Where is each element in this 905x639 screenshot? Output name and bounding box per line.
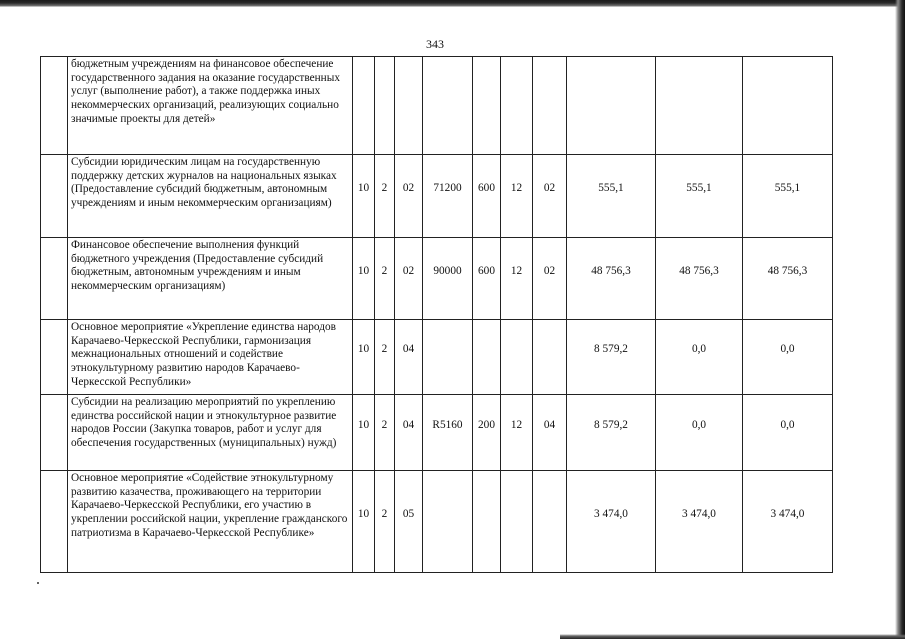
scan-speck [37, 582, 39, 584]
section-cell: 10 [353, 471, 375, 573]
program-cell [395, 57, 423, 155]
group-cell [501, 471, 533, 573]
table-row [41, 57, 833, 155]
row-marker-cell [41, 238, 68, 320]
subsection-cell: 2 [375, 395, 395, 471]
subgroup-cell [533, 471, 567, 573]
expense-type-cell [473, 320, 501, 395]
amount-3-cell: 0,0 [743, 320, 833, 395]
group-cell [501, 57, 533, 155]
subgroup-cell: 02 [533, 238, 567, 320]
amount-2-cell: 48 756,3 [656, 238, 743, 320]
amount-3-cell: 555,1 [743, 155, 833, 238]
amount-3-cell: 48 756,3 [743, 238, 833, 320]
amount-1-cell: 48 756,3 [567, 238, 656, 320]
amount-1-cell: 3 474,0 [567, 471, 656, 573]
description-cell: Субсидии юридическим лицам на государственную поддержку детских журналов на национальных языках (Предоставление субсидий бюджетным, автономным учреждениям и иным некоммерческим организациям) [68, 155, 353, 238]
direction-cell: 71200 [423, 155, 473, 238]
scan-edge-top [0, 0, 905, 7]
table-row [41, 320, 833, 395]
description-cell: бюджетным учреждениям на финансовое обеспечение государственного задания на оказание государственных услуг (выполнение работ), а также поддержка иных некоммерческих организаций, реализующих социально значимые проекты для детей» [68, 57, 353, 155]
row-marker-cell [41, 471, 68, 573]
subsection-cell: 2 [375, 471, 395, 573]
subsection-cell: 2 [375, 155, 395, 238]
section-cell: 10 [353, 155, 375, 238]
program-cell: 04 [395, 320, 423, 395]
group-cell [501, 320, 533, 395]
amount-2-cell: 0,0 [656, 320, 743, 395]
direction-cell [423, 471, 473, 573]
description-cell: Основное мероприятие «Содействие этнокультурному развитию казачества, проживающего на территории Карачаево-Черкесской Республики, его участию в укреплении российской нации, укрепление гражданского патриотизма в Карачаево-Черкесской Республике» [68, 471, 353, 573]
table-row [41, 155, 833, 238]
scan-edge-bottom [560, 634, 905, 639]
group-cell: 12 [501, 395, 533, 471]
group-cell: 12 [501, 238, 533, 320]
section-cell: 10 [353, 238, 375, 320]
amount-1-cell [567, 57, 656, 155]
group-cell: 12 [501, 155, 533, 238]
expense-type-cell: 600 [473, 155, 501, 238]
subsection-cell: 2 [375, 320, 395, 395]
subsection-cell [375, 57, 395, 155]
amount-1-cell: 555,1 [567, 155, 656, 238]
expense-type-cell [473, 471, 501, 573]
subgroup-cell: 04 [533, 395, 567, 471]
table-body [41, 57, 833, 573]
expense-type-cell [473, 57, 501, 155]
amount-1-cell: 8 579,2 [567, 320, 656, 395]
page-number: 343 [426, 37, 444, 51]
program-cell: 02 [395, 238, 423, 320]
description-cell: Финансовое обеспечение выполнения функций бюджетного учреждения (Предоставление субсидий бюджетным, автономным учреждениям и иным некоммерческим организациям) [68, 238, 353, 320]
program-cell: 02 [395, 155, 423, 238]
subsection-cell: 2 [375, 238, 395, 320]
row-marker-cell [41, 395, 68, 471]
amount-1-cell: 8 579,2 [567, 395, 656, 471]
amount-3-cell: 3 474,0 [743, 471, 833, 573]
subgroup-cell [533, 320, 567, 395]
budget-table [40, 56, 833, 573]
expense-type-cell: 600 [473, 238, 501, 320]
section-cell [353, 57, 375, 155]
section-cell: 10 [353, 395, 375, 471]
description-cell: Основное мероприятие «Укрепление единства народов Карачаево-Черкесской Республики, гармонизация межнациональных отношений и содействие этнокультурному развитию народов Карачаево-Черкесской Республики» [68, 320, 353, 395]
direction-cell: 90000 [423, 238, 473, 320]
description-cell: Субсидии на реализацию мероприятий по укреплению единства российской нации и этнокультурное развитие народов России (Закупка товаров, работ и услуг для обеспечения государственных (муниципальных) нужд) [68, 395, 353, 471]
amount-2-cell [656, 57, 743, 155]
table-row [41, 238, 833, 320]
amount-2-cell: 0,0 [656, 395, 743, 471]
amount-3-cell [743, 57, 833, 155]
subgroup-cell [533, 57, 567, 155]
direction-cell [423, 320, 473, 395]
expense-type-cell: 200 [473, 395, 501, 471]
subgroup-cell: 02 [533, 155, 567, 238]
amount-3-cell: 0,0 [743, 395, 833, 471]
amount-2-cell: 3 474,0 [656, 471, 743, 573]
program-cell: 04 [395, 395, 423, 471]
scan-edge-right [895, 0, 905, 639]
row-marker-cell [41, 57, 68, 155]
program-cell: 05 [395, 471, 423, 573]
direction-cell [423, 57, 473, 155]
row-marker-cell [41, 320, 68, 395]
table-row [41, 471, 833, 573]
section-cell: 10 [353, 320, 375, 395]
amount-2-cell: 555,1 [656, 155, 743, 238]
direction-cell: R5160 [423, 395, 473, 471]
table-row [41, 395, 833, 471]
row-marker-cell [41, 155, 68, 238]
